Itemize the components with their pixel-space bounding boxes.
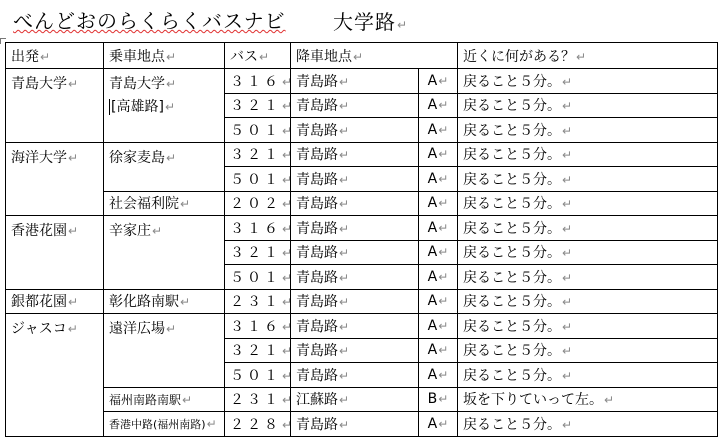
cell-text: 社会福利院 bbox=[109, 196, 179, 213]
alighting-stop-cell bbox=[291, 412, 419, 437]
paragraph-mark-icon: ↵ bbox=[438, 294, 449, 309]
nearby-cell bbox=[458, 240, 718, 265]
cell-text: 江蘇路 bbox=[296, 392, 338, 409]
header-departure bbox=[6, 43, 104, 69]
paragraph-mark-icon: ↵ bbox=[282, 74, 296, 89]
cell-text: ２３１ bbox=[230, 392, 281, 409]
platform-cell bbox=[419, 69, 458, 94]
paragraph-mark-icon: ↵ bbox=[339, 393, 350, 408]
nearby-cell bbox=[458, 314, 718, 339]
bus-number-cell bbox=[225, 142, 296, 167]
table-row bbox=[6, 289, 718, 314]
table-row bbox=[6, 69, 718, 94]
cell-text: ３２１ bbox=[230, 245, 281, 262]
paragraph-mark-icon: ↵ bbox=[339, 344, 350, 359]
nearby-cell bbox=[458, 265, 718, 290]
nearby-cell bbox=[458, 93, 718, 118]
paragraph-mark-icon: ↵ bbox=[438, 392, 449, 407]
bus-number-cell bbox=[225, 338, 296, 363]
boarding-stop-cell bbox=[104, 191, 225, 216]
cell-text: A bbox=[427, 293, 438, 310]
paragraph-mark-icon: ↵ bbox=[282, 344, 296, 359]
cell-text: ２３１ bbox=[230, 294, 281, 311]
cell-text: 戻ること５分。 bbox=[463, 245, 561, 262]
platform-cell bbox=[419, 412, 458, 437]
table-row bbox=[6, 314, 718, 339]
cell-text: ３２１ bbox=[230, 147, 281, 164]
cell-text: 青島路 bbox=[296, 416, 338, 433]
paragraph-mark-icon: ↵ bbox=[562, 295, 573, 310]
departure-cell bbox=[6, 314, 104, 437]
paragraph-mark-icon: ↵ bbox=[438, 147, 449, 162]
bus-number-cell bbox=[225, 314, 296, 339]
departure-cell bbox=[6, 289, 104, 314]
alighting-stop-cell bbox=[291, 118, 419, 143]
paragraph-mark-icon: ↵ bbox=[282, 221, 296, 236]
cell-text: ５０１ bbox=[230, 171, 281, 188]
paragraph-mark-icon: ↵ bbox=[438, 196, 449, 211]
cell-text: A bbox=[427, 219, 438, 236]
paragraph-mark-icon: ↵ bbox=[282, 319, 296, 334]
cell-text: 香港花園 bbox=[11, 223, 67, 239]
paragraph-mark-icon: ↵ bbox=[562, 417, 573, 432]
paragraph-mark-icon: ↵ bbox=[259, 49, 270, 64]
table-row bbox=[6, 412, 718, 437]
cell-text: 青島路 bbox=[296, 343, 338, 360]
paragraph-mark-icon: ↵ bbox=[166, 322, 177, 336]
paragraph-mark-icon: ↵ bbox=[182, 392, 193, 407]
cell-text: 戻ること５分。 bbox=[463, 343, 561, 360]
paragraph-mark-icon: ↵ bbox=[339, 197, 350, 212]
cell-text: 香港中路(福州南路) bbox=[109, 417, 206, 431]
header-alighting-stop bbox=[291, 43, 458, 69]
table-row bbox=[6, 191, 718, 216]
cell-text: ３２１ bbox=[230, 343, 281, 360]
paragraph-mark-icon: ↵ bbox=[282, 99, 296, 114]
paragraph-mark-icon: ↵ bbox=[339, 99, 350, 114]
cell-text: A bbox=[427, 121, 438, 138]
platform-cell bbox=[419, 314, 458, 339]
bus-number-cell bbox=[225, 240, 296, 265]
destination-text: 大学路 bbox=[333, 10, 396, 34]
cell-text: 彰化路南駅 bbox=[109, 294, 179, 311]
boarding-stop-cell bbox=[104, 314, 225, 388]
document-title bbox=[13, 5, 286, 34]
cell-text: 徐家麦島 bbox=[109, 149, 165, 166]
cell-text: 青島路 bbox=[296, 220, 338, 237]
paragraph-mark-icon: ↵ bbox=[438, 73, 449, 88]
nearby-cell bbox=[458, 338, 718, 363]
cell-text: 戻ること５分。 bbox=[463, 98, 561, 115]
paragraph-mark-icon: ↵ bbox=[166, 150, 177, 165]
alighting-stop-cell bbox=[291, 265, 419, 290]
cell-text: A bbox=[427, 244, 438, 261]
boarding-stop-cell bbox=[104, 387, 225, 412]
cell-text: 戻ること５分。 bbox=[463, 171, 561, 188]
cell-text: A bbox=[427, 146, 438, 163]
cell-text: 出発 bbox=[11, 48, 39, 65]
paragraph-mark-icon: ↵ bbox=[339, 295, 350, 310]
table-row bbox=[6, 142, 718, 167]
alighting-stop-cell bbox=[291, 314, 419, 339]
nearby-cell bbox=[458, 216, 718, 241]
paragraph-mark-icon: ↵ bbox=[68, 77, 79, 91]
platform-cell bbox=[419, 240, 458, 265]
paragraph-mark-icon: ↵ bbox=[438, 220, 449, 235]
nearby-cell bbox=[458, 387, 718, 412]
cell-text: ５０１ bbox=[230, 269, 281, 286]
header-bus bbox=[225, 43, 291, 69]
paragraph-mark-icon: ↵ bbox=[438, 245, 449, 260]
bus-number-cell bbox=[225, 265, 296, 290]
paragraph-mark-icon: ↵ bbox=[339, 417, 350, 432]
paragraph-mark-icon: ↵ bbox=[282, 270, 296, 285]
cell-text: A bbox=[427, 170, 438, 187]
alighting-stop-cell bbox=[291, 191, 419, 216]
cell-text: 銀都花園 bbox=[11, 294, 67, 311]
nearby-cell bbox=[458, 118, 718, 143]
paragraph-mark-icon: ↵ bbox=[339, 148, 350, 163]
cell-text: 戻ること５分。 bbox=[463, 269, 561, 286]
paragraph-mark-icon: ↵ bbox=[282, 123, 296, 138]
cell-text: 青島路 bbox=[296, 318, 338, 335]
paragraph-mark-icon: ↵ bbox=[339, 123, 350, 138]
paragraph-mark-icon: ↵ bbox=[339, 319, 350, 334]
paragraph-mark-icon: ↵ bbox=[438, 318, 449, 333]
platform-cell bbox=[419, 191, 458, 216]
cell-text: 辛家庄 bbox=[109, 223, 151, 239]
boarding-stop-cell bbox=[104, 216, 225, 290]
nearby-cell bbox=[458, 412, 718, 437]
paragraph-mark-icon: ↵ bbox=[562, 99, 573, 114]
cell-text: 近くに何がある？ bbox=[463, 48, 575, 65]
paragraph-mark-icon: ↵ bbox=[282, 393, 296, 408]
cell-text: ２０２ bbox=[230, 196, 281, 213]
paragraph-mark-icon: ↵ bbox=[562, 74, 573, 89]
alighting-stop-cell bbox=[291, 363, 419, 388]
bus-number-cell bbox=[225, 216, 296, 241]
paragraph-mark-icon: ↵ bbox=[166, 77, 177, 91]
paragraph-mark-icon: ↵ bbox=[68, 224, 79, 238]
cell-text: 戻ること５分。 bbox=[463, 416, 561, 433]
paragraph-mark-icon: ↵ bbox=[282, 197, 296, 212]
paragraph-mark-icon: ↵ bbox=[339, 270, 350, 285]
paragraph-mark-icon: ↵ bbox=[562, 319, 573, 334]
paragraph-mark-icon: ↵ bbox=[562, 197, 573, 212]
cell-text: ３１６ bbox=[230, 220, 281, 237]
bus-number-cell bbox=[225, 363, 296, 388]
paragraph-mark-icon: ↵ bbox=[562, 148, 573, 163]
cell-text: 戻ること５分。 bbox=[463, 122, 561, 139]
alighting-stop-cell bbox=[291, 93, 419, 118]
boarding-stop-note: [高雄路] bbox=[111, 99, 164, 115]
cell-text: 青島路 bbox=[296, 294, 338, 311]
cell-text: 青島路 bbox=[296, 147, 338, 164]
cell-text: ３１６ bbox=[230, 73, 281, 90]
document-header bbox=[0, 0, 725, 44]
alighting-stop-cell bbox=[291, 69, 419, 94]
paragraph-mark-icon: ↵ bbox=[282, 246, 296, 261]
paragraph-mark-icon: ↵ bbox=[282, 417, 296, 432]
paragraph-mark-icon: ↵ bbox=[339, 74, 350, 89]
platform-cell bbox=[419, 387, 458, 412]
cell-text: 福州南路南駅 bbox=[109, 392, 182, 407]
alighting-stop-cell bbox=[291, 216, 419, 241]
paragraph-mark-icon: ↵ bbox=[164, 100, 175, 114]
cell-text: 青島路 bbox=[296, 269, 338, 286]
paragraph-mark-icon: ↵ bbox=[562, 270, 573, 285]
cell-text: 遠洋広場 bbox=[109, 321, 165, 337]
paragraph-mark-icon: ↵ bbox=[562, 246, 573, 261]
paragraph-mark-icon: ↵ bbox=[562, 221, 573, 236]
alighting-stop-cell bbox=[291, 142, 419, 167]
bus-number-cell bbox=[225, 289, 296, 314]
platform-cell bbox=[419, 265, 458, 290]
paragraph-mark-icon: ↵ bbox=[180, 295, 191, 310]
paragraph-mark-icon: ↵ bbox=[604, 393, 615, 408]
paragraph-mark-icon: ↵ bbox=[339, 221, 350, 236]
bus-number-cell bbox=[225, 412, 296, 437]
destination-heading bbox=[333, 6, 408, 35]
paragraph-mark-icon: ↵ bbox=[438, 98, 449, 113]
header-nearby bbox=[458, 43, 718, 69]
bus-number-cell bbox=[225, 387, 296, 412]
nearby-cell bbox=[458, 69, 718, 94]
cell-text: ５０１ bbox=[230, 367, 281, 384]
departure-cell bbox=[6, 142, 104, 216]
paragraph-mark-icon: ↵ bbox=[152, 224, 163, 238]
alighting-stop-cell bbox=[291, 387, 419, 412]
boarding-stop-cell bbox=[104, 69, 225, 143]
cell-text: B bbox=[427, 391, 438, 408]
paragraph-mark-icon: ↵ bbox=[166, 49, 177, 64]
title-text: べんどおのらくらくバスナビ bbox=[13, 9, 286, 33]
paragraph-mark-icon: ↵ bbox=[438, 171, 449, 186]
platform-cell bbox=[419, 142, 458, 167]
bus-route-table bbox=[5, 42, 718, 437]
paragraph-mark-icon: ↵ bbox=[339, 246, 350, 261]
paragraph-mark-icon: ↵ bbox=[68, 150, 79, 165]
paragraph-mark-icon: ↵ bbox=[282, 295, 296, 310]
paragraph-mark-icon: ↵ bbox=[397, 18, 409, 32]
paragraph-mark-icon: ↵ bbox=[339, 172, 350, 187]
cell-text: A bbox=[427, 195, 438, 212]
boarding-stop-cell bbox=[104, 289, 225, 314]
cell-text: A bbox=[427, 268, 438, 285]
nearby-cell bbox=[458, 191, 718, 216]
cell-text: A bbox=[427, 317, 438, 334]
cell-text: 青島路 bbox=[296, 245, 338, 262]
platform-cell bbox=[419, 338, 458, 363]
cell-text: 戻ること５分。 bbox=[463, 147, 561, 164]
boarding-stop-cell bbox=[104, 412, 225, 437]
cell-text: 戻ること５分。 bbox=[463, 294, 561, 311]
departure-cell bbox=[6, 216, 104, 290]
nearby-cell bbox=[458, 142, 718, 167]
paragraph-mark-icon: ↵ bbox=[438, 367, 449, 382]
cell-text: 戻ること５分。 bbox=[463, 318, 561, 335]
paragraph-mark-icon: ↵ bbox=[68, 295, 79, 310]
paragraph-mark-icon: ↵ bbox=[438, 416, 449, 431]
cell-text: A bbox=[427, 72, 438, 89]
cell-text: 戻ること５分。 bbox=[463, 73, 561, 90]
cell-text: ３１６ bbox=[230, 318, 281, 335]
boarding-stop-cell bbox=[104, 142, 225, 191]
cell-text: 戻ること５分。 bbox=[463, 196, 561, 213]
platform-cell bbox=[419, 93, 458, 118]
table-row bbox=[6, 387, 718, 412]
cell-text: A bbox=[427, 415, 438, 432]
platform-cell bbox=[419, 289, 458, 314]
cell-text: 青島路 bbox=[296, 122, 338, 139]
paragraph-mark-icon: ↵ bbox=[438, 122, 449, 137]
paragraph-mark-icon: ↵ bbox=[40, 49, 51, 64]
bus-number-cell bbox=[225, 191, 296, 216]
cell-text: 戻ること５分。 bbox=[463, 367, 561, 384]
paragraph-mark-icon: ↵ bbox=[438, 343, 449, 358]
nearby-cell bbox=[458, 167, 718, 192]
cell-text: A bbox=[427, 97, 438, 114]
paragraph-mark-icon: ↵ bbox=[562, 344, 573, 359]
cell-text: 降車地点 bbox=[296, 48, 352, 65]
cell-text: 海洋大学 bbox=[11, 149, 67, 166]
paragraph-mark-icon: ↵ bbox=[282, 148, 296, 163]
paragraph-mark-icon: ↵ bbox=[180, 197, 191, 212]
cell-text: ２２８ bbox=[230, 416, 281, 433]
bus-number-cell bbox=[225, 167, 296, 192]
platform-cell bbox=[419, 363, 458, 388]
alighting-stop-cell bbox=[291, 289, 419, 314]
alighting-stop-cell bbox=[291, 338, 419, 363]
cell-text: 戻ること５分。 bbox=[463, 220, 561, 237]
paragraph-mark-icon: ↵ bbox=[562, 368, 573, 383]
platform-cell bbox=[419, 216, 458, 241]
paragraph-mark-icon: ↵ bbox=[438, 269, 449, 284]
cell-text: 青島路 bbox=[296, 98, 338, 115]
platform-cell bbox=[419, 118, 458, 143]
paragraph-mark-icon: ↵ bbox=[576, 49, 587, 64]
cell-text: 青島大学 bbox=[109, 76, 165, 92]
departure-cell bbox=[6, 69, 104, 143]
cell-text: バス bbox=[230, 48, 258, 65]
cell-text: 坂を下りていって左。 bbox=[463, 392, 603, 409]
paragraph-mark-icon: ↵ bbox=[339, 368, 350, 383]
header-boarding-stop bbox=[104, 43, 225, 69]
table-row bbox=[6, 216, 718, 241]
cell-text: ３２１ bbox=[230, 98, 281, 115]
table-header-row bbox=[6, 43, 718, 69]
cell-text: ジャスコ bbox=[11, 321, 67, 337]
paragraph-mark-icon: ↵ bbox=[562, 172, 573, 187]
paragraph-mark-icon: ↵ bbox=[67, 322, 78, 336]
paragraph-mark-icon: ↵ bbox=[282, 368, 296, 383]
cell-text: 青島路 bbox=[296, 171, 338, 188]
cell-text: 乗車地点 bbox=[109, 48, 165, 65]
cell-text: 青島路 bbox=[296, 73, 338, 90]
bus-number-cell bbox=[225, 118, 296, 143]
paragraph-mark-icon: ↵ bbox=[353, 49, 364, 64]
cell-text: 青島路 bbox=[296, 367, 338, 384]
cell-text: ５０１ bbox=[230, 122, 281, 139]
paragraph-mark-icon: ↵ bbox=[206, 416, 217, 431]
paragraph-mark-icon: ↵ bbox=[282, 172, 296, 187]
paragraph-mark-icon: ↵ bbox=[562, 123, 573, 138]
cell-text: 青島大学 bbox=[11, 76, 67, 92]
nearby-cell bbox=[458, 363, 718, 388]
bus-number-cell bbox=[225, 69, 296, 94]
cell-text: 青島路 bbox=[296, 196, 338, 213]
nearby-cell bbox=[458, 289, 718, 314]
cell-text: A bbox=[427, 366, 438, 383]
cell-text: A bbox=[427, 342, 438, 359]
bus-number-cell bbox=[225, 93, 296, 118]
platform-cell bbox=[419, 167, 458, 192]
alighting-stop-cell bbox=[291, 167, 419, 192]
alighting-stop-cell bbox=[291, 240, 419, 265]
